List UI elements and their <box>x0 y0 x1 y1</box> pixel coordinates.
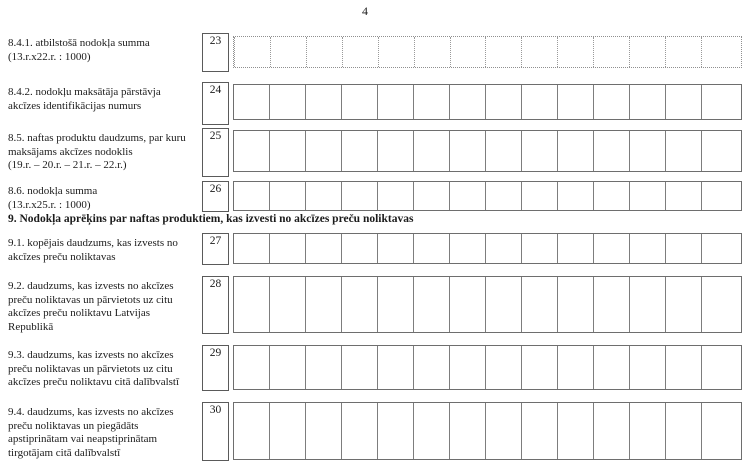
entry-cell <box>377 277 413 332</box>
entry-cell <box>521 37 557 67</box>
entry-cell <box>234 346 269 389</box>
entry-cell <box>341 234 377 263</box>
entry-cell <box>377 346 413 389</box>
page-number: 4 <box>362 4 368 18</box>
entry-cell-strip <box>233 233 742 264</box>
entry-cell <box>485 403 521 459</box>
entry-cell <box>521 182 557 210</box>
entry-cell-strip <box>233 130 742 172</box>
entry-cell <box>701 37 741 67</box>
row-code-box: 30 <box>202 402 229 461</box>
row-label <box>8 349 204 390</box>
entry-cell <box>234 403 269 459</box>
entry-cell <box>485 277 521 332</box>
row-label <box>8 132 204 173</box>
entry-cell <box>413 131 449 171</box>
entry-cell <box>305 182 341 210</box>
entry-cell <box>557 346 593 389</box>
row-label-line: maksājams akcīzes nodoklis <box>8 145 133 158</box>
row-code-box: 29 <box>202 345 229 391</box>
entry-cell-strip <box>233 181 742 211</box>
entry-cell-strip <box>233 36 742 68</box>
entry-cell <box>377 234 413 263</box>
entry-cell <box>521 403 557 459</box>
entry-cell <box>665 85 701 119</box>
entry-cell <box>377 85 413 119</box>
entry-cell <box>449 85 485 119</box>
entry-cell <box>665 277 701 332</box>
entry-cell <box>629 182 665 210</box>
entry-cell <box>521 277 557 332</box>
entry-cell <box>557 37 593 67</box>
entry-cell <box>413 403 449 459</box>
entry-cell <box>629 403 665 459</box>
row-label-line: (19.r. – 20.r. – 21.r. – 22.r.) <box>8 159 127 171</box>
row-label <box>8 185 204 212</box>
entry-cell <box>413 85 449 119</box>
entry-cell <box>485 131 521 171</box>
entry-cell <box>593 37 629 67</box>
row-label-line: preču noliktavas un pārvietots uz citu <box>8 362 173 375</box>
entry-cell <box>449 346 485 389</box>
entry-cell <box>270 37 306 67</box>
entry-cell <box>306 37 342 67</box>
entry-cell <box>485 182 521 210</box>
entry-cell <box>593 346 629 389</box>
row-label <box>8 37 204 64</box>
entry-cell <box>341 277 377 332</box>
entry-cell <box>485 37 521 67</box>
entry-cell <box>557 277 593 332</box>
entry-cell <box>629 85 665 119</box>
entry-cell-strip <box>233 84 742 120</box>
row-label-line: akcīzes identifikācijas numurs <box>8 99 142 112</box>
row-code-box: 28 <box>202 276 229 334</box>
entry-cell <box>521 346 557 389</box>
entry-cell <box>665 234 701 263</box>
row-label-line: (13.r.x25.r. : 1000) <box>8 198 91 211</box>
entry-cell <box>414 37 450 67</box>
entry-cell <box>413 277 449 332</box>
section-heading: 9. Nodokļa aprēķins par naftas produktiem, kas izvesti no akcīzes preču noliktavas <box>8 213 414 225</box>
entry-cell <box>305 346 341 389</box>
entry-cell <box>629 346 665 389</box>
entry-cell <box>234 37 270 67</box>
row-code-box: 26 <box>202 181 229 212</box>
entry-cell <box>234 182 269 210</box>
entry-cell <box>377 403 413 459</box>
entry-cell <box>593 131 629 171</box>
row-label-line: 9.1. kopējais daudzums, kas izvests no <box>8 237 178 249</box>
entry-cell <box>341 346 377 389</box>
entry-cell <box>701 234 741 263</box>
row-label-line: 8.6. nodokļa summa <box>8 185 98 197</box>
entry-cell <box>593 182 629 210</box>
entry-cell <box>701 131 741 171</box>
entry-cell <box>593 277 629 332</box>
row-label-line: akcīzes preču noliktavu citā dalībvalstī <box>8 376 180 388</box>
entry-cell <box>305 277 341 332</box>
entry-cell <box>665 403 701 459</box>
entry-cell <box>701 85 741 119</box>
entry-cell <box>269 131 305 171</box>
row-label-line: 9.4. daudzums, kas izvests no akcīzes <box>8 406 174 418</box>
entry-cell <box>521 85 557 119</box>
entry-cell <box>521 234 557 263</box>
row-label-line: preču noliktavas un piegādāts <box>8 419 139 432</box>
entry-cell <box>234 131 269 171</box>
entry-cell <box>378 37 414 67</box>
entry-cell-strip <box>233 276 742 333</box>
entry-cell <box>485 234 521 263</box>
entry-cell <box>413 182 449 210</box>
entry-cell <box>341 182 377 210</box>
entry-cell <box>629 131 665 171</box>
entry-cell <box>269 346 305 389</box>
row-code-box: 24 <box>202 82 229 125</box>
row-label-line: Republikā <box>8 320 54 333</box>
entry-cell <box>701 277 741 332</box>
entry-cell <box>449 277 485 332</box>
entry-cell <box>234 234 269 263</box>
entry-cell <box>377 131 413 171</box>
entry-cell <box>665 346 701 389</box>
entry-cell <box>234 277 269 332</box>
entry-cell <box>269 182 305 210</box>
row-label-line: akcīzes preču noliktavas <box>8 250 116 263</box>
entry-cell <box>269 403 305 459</box>
entry-cell <box>449 403 485 459</box>
entry-cell <box>269 85 305 119</box>
entry-cell <box>629 37 665 67</box>
entry-cell <box>701 403 741 459</box>
entry-cell <box>449 131 485 171</box>
row-label <box>8 237 204 264</box>
entry-cell <box>305 85 341 119</box>
entry-cell <box>665 37 701 67</box>
entry-cell <box>557 182 593 210</box>
entry-cell <box>557 85 593 119</box>
entry-cell <box>341 131 377 171</box>
row-label-line: 8.4.2. nodokļu maksātāja pārstāvja <box>8 86 161 98</box>
entry-cell <box>557 131 593 171</box>
entry-cell <box>593 85 629 119</box>
entry-cell <box>701 346 741 389</box>
entry-cell <box>449 234 485 263</box>
entry-cell <box>305 234 341 263</box>
entry-cell <box>449 182 485 210</box>
row-label-line: 9.2. daudzums, kas izvests no akcīzes <box>8 280 174 292</box>
entry-cell <box>413 234 449 263</box>
row-label-line: akcīzes preču noliktavu Latvijas <box>8 307 151 319</box>
entry-cell <box>305 403 341 459</box>
entry-cell <box>665 182 701 210</box>
entry-cell <box>521 131 557 171</box>
entry-cell <box>593 234 629 263</box>
row-label <box>8 406 204 460</box>
row-label-line: 8.5. naftas produktu daudzums, par kuru <box>8 132 186 144</box>
row-code-box: 23 <box>202 33 229 72</box>
entry-cell <box>450 37 486 67</box>
entry-cell <box>342 37 378 67</box>
entry-cell <box>305 131 341 171</box>
entry-cell <box>485 346 521 389</box>
entry-cell <box>269 277 305 332</box>
row-label-line: tirgotājam citā dalībvalstī <box>8 446 121 459</box>
entry-cell <box>234 85 269 119</box>
entry-cell <box>377 182 413 210</box>
entry-cell <box>557 403 593 459</box>
entry-cell <box>341 403 377 459</box>
entry-cell-strip <box>233 402 742 460</box>
entry-cell <box>341 85 377 119</box>
entry-cell <box>485 85 521 119</box>
row-label-line: 9.3. daudzums, kas izvests no akcīzes <box>8 349 174 361</box>
row-label-line: preču noliktavas un pārvietots uz citu <box>8 293 173 306</box>
entry-cell <box>269 234 305 263</box>
row-label <box>8 280 204 334</box>
entry-cell <box>593 403 629 459</box>
row-code-box: 25 <box>202 128 229 177</box>
row-code-box: 27 <box>202 233 229 265</box>
entry-cell <box>701 182 741 210</box>
row-label <box>8 86 204 113</box>
entry-cell <box>629 234 665 263</box>
entry-cell <box>557 234 593 263</box>
row-label-line: 8.4.1. atbilstošā nodokļa summa <box>8 37 150 49</box>
entry-cell <box>629 277 665 332</box>
entry-cell-strip <box>233 345 742 390</box>
entry-cell <box>413 346 449 389</box>
row-label-line: (13.r.x22.r. : 1000) <box>8 50 91 63</box>
entry-cell <box>665 131 701 171</box>
row-label-line: apstiprinātam vai neapstiprinātam <box>8 433 158 445</box>
